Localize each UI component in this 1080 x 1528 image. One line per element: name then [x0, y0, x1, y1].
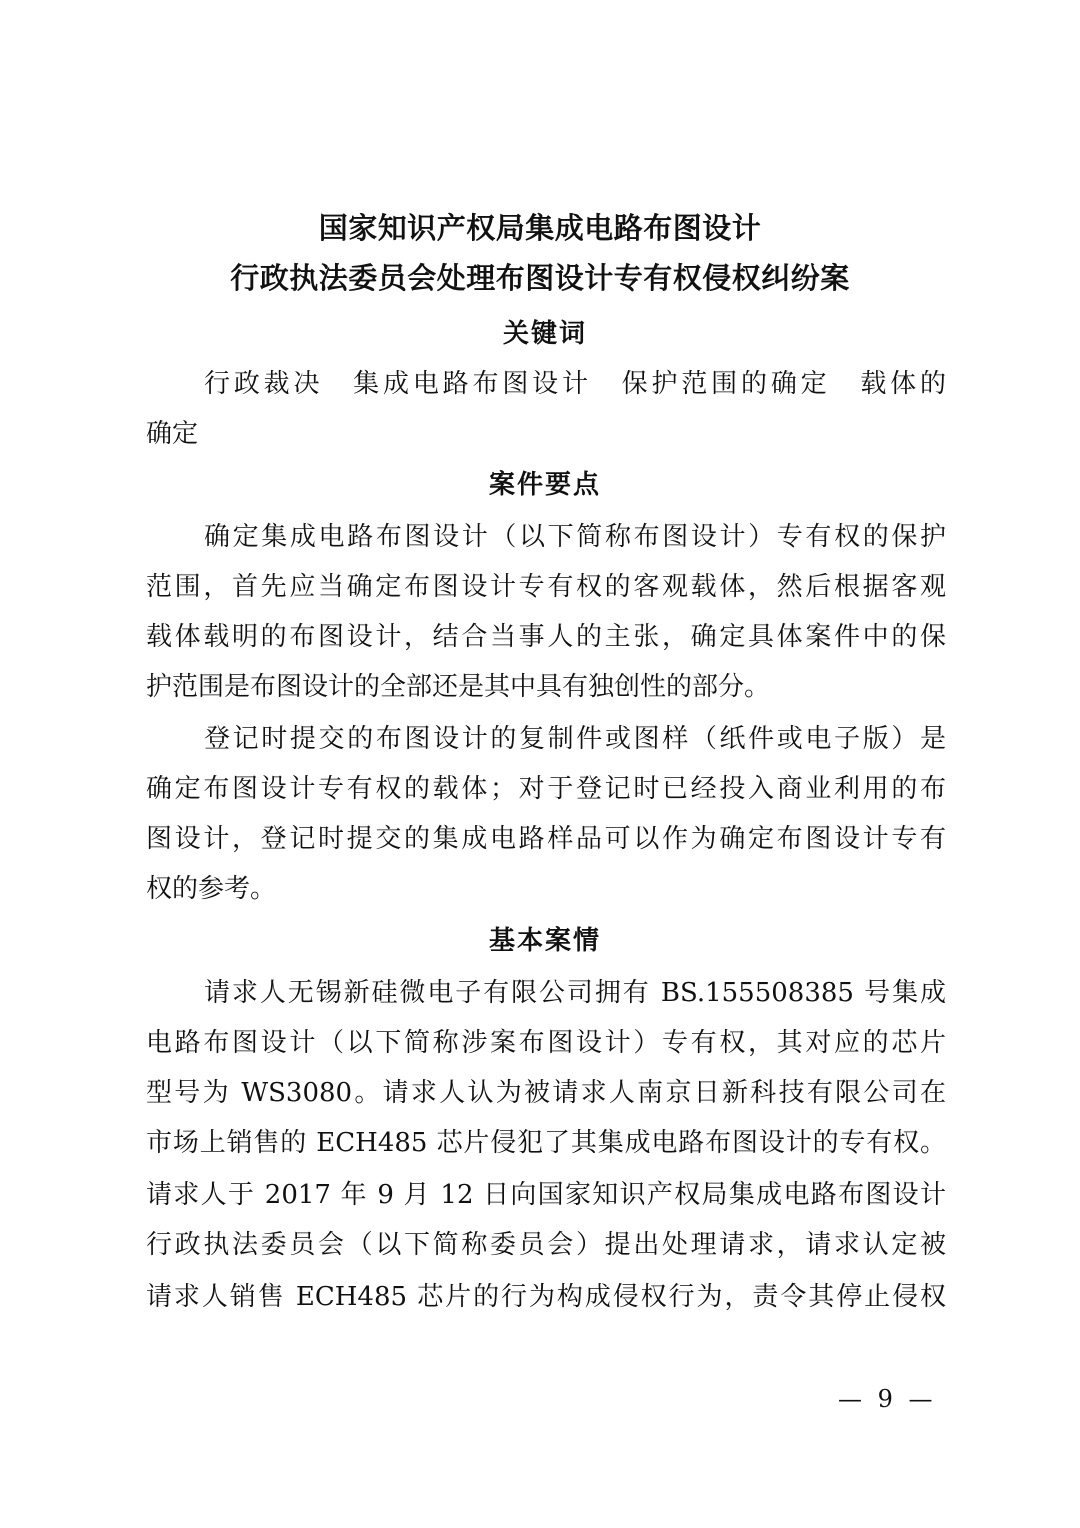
facts-line-3: 型号为 WS3080。请求人认为被请求人南京日新科技有限公司在	[146, 1078, 946, 1108]
document-title-line-1: 国家知识产权局集成电路布图设计	[318, 211, 762, 245]
keywords-line-1: 行政裁决 集成电路布图设计 保护范围的确定 载体的	[204, 369, 946, 399]
key-points-para1-line-3: 载体载明的布图设计，结合当事人的主张，确定具体案件中的保	[146, 622, 946, 652]
key-points-para2-line-1: 登记时提交的布图设计的复制件或图样（纸件或电子版）是	[204, 724, 946, 754]
key-points-para2-line-3: 图设计，登记时提交的集成电路样品可以作为确定布图设计专有	[146, 824, 946, 854]
key-points-para1-line-4: 护范围是布图设计的全部还是其中具有独创性的部分。	[146, 672, 771, 702]
key-points-para1-line-2: 范围，首先应当确定布图设计专有权的客观载体，然后根据客观	[146, 572, 946, 602]
key-points-para1-line-1: 确定集成电路布图设计（以下简称布图设计）专有权的保护	[204, 522, 946, 552]
facts-line-2: 电路布图设计（以下简称涉案布图设计）专有权，其对应的芯片	[146, 1028, 946, 1058]
facts-line-5: 请求人于 2017 年 9 月 12 日向国家知识产权局集成电路布图设计	[146, 1180, 946, 1210]
facts-line-1: 请求人无锡新硅微电子有限公司拥有 BS.155508385 号集成	[204, 978, 946, 1008]
keywords-heading: 关键词	[502, 319, 587, 349]
page-number: — 9 —	[838, 1385, 937, 1413]
key-points-heading: 案件要点	[488, 470, 601, 500]
key-points-para2-line-2: 确定布图设计专有权的载体；对于登记时已经投入商业利用的布	[146, 774, 946, 804]
facts-line-6: 行政执法委员会（以下简称委员会）提出处理请求，请求认定被	[146, 1230, 946, 1260]
facts-heading: 基本案情	[488, 926, 601, 956]
keywords-line-2: 确定	[146, 419, 199, 449]
document-title-line-2: 行政执法委员会处理布图设计专有权侵权纠纷案	[230, 261, 850, 295]
key-points-para2-line-4: 权的参考。	[146, 874, 277, 904]
facts-line-4: 市场上销售的 ECH485 芯片侵犯了其集成电路布图设计的专有权。	[146, 1128, 946, 1158]
facts-line-7: 请求人销售 ECH485 芯片的行为构成侵权行为，责令其停止侵权	[146, 1282, 946, 1312]
